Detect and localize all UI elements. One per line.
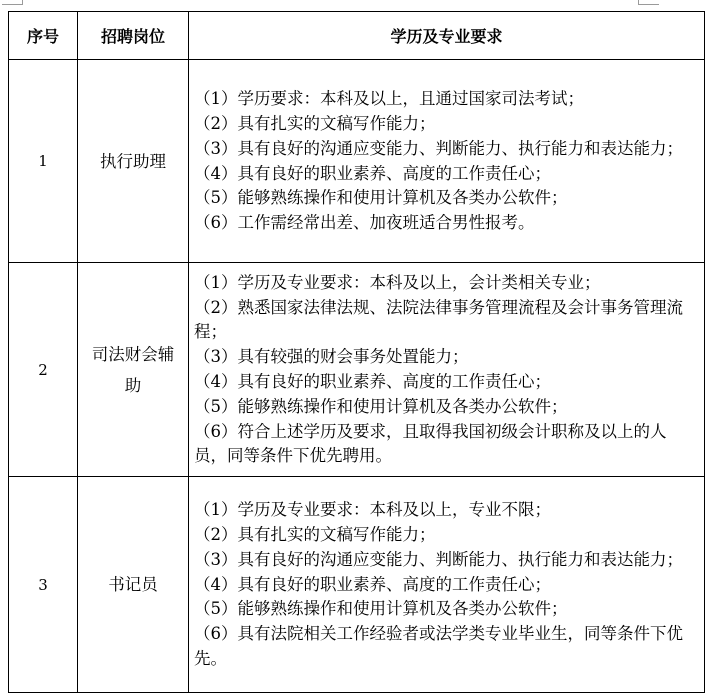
- requirement-item: （3）具有良好的沟通应变能力、判断能力、执行能力和表达能力；: [194, 138, 683, 158]
- row-index: 3: [9, 477, 78, 693]
- page-corner-mark-right: [638, 0, 659, 5]
- requirement-item: （6）具有法院相关工作经验者或法学类专业毕业生，同等条件下优先。: [194, 624, 683, 668]
- page-corner-mark-left: [2, 0, 23, 5]
- requirement-item: （4）具有良好的职业素养、高度的工作责任心；: [194, 574, 551, 594]
- requirement-item: （6）工作需经常出差、加夜班适合男性报考。: [194, 213, 535, 233]
- requirement-item: （4）具有良好的职业素养、高度的工作责任心；: [194, 372, 551, 391]
- requirement-item: （5）能够熟练操作和使用计算机及各类办公软件；: [194, 396, 568, 416]
- requirement-item: （1）学历要求：本科及以上，且通过国家司法考试；: [194, 89, 584, 109]
- requirement-item: （2）熟悉国家法律法规、法院法律事务管理流程及会计事务管理流程；: [194, 297, 683, 342]
- requirement-item: （4）具有良好的职业素养、高度的工作责任心；: [194, 163, 551, 183]
- requirement-item: （2）具有扎实的文稿写作能力；: [194, 113, 436, 133]
- table-header-row: [9, 12, 705, 60]
- row-position: 执行助理: [78, 60, 189, 263]
- table-row: [9, 477, 705, 693]
- table-row: [9, 60, 705, 263]
- row-requirements: [189, 60, 705, 263]
- row-requirements: [189, 477, 705, 693]
- requirement-item: （5）能够熟练操作和使用计算机及各类办公软件；: [194, 188, 568, 208]
- requirement-item: （1）学历及专业要求：本科及以上，会计类相关专业；: [194, 272, 601, 292]
- requirement-item: （5）能够熟练操作和使用计算机及各类办公软件；: [194, 599, 568, 619]
- requirement-item: （6）符合上述学历及要求，且取得我国初级会计职称及以上的人员，同等条件下优先聘用。: [194, 421, 667, 466]
- table-row: [9, 263, 705, 477]
- row-requirements: [189, 263, 705, 477]
- row-position: 司法财会辅助: [78, 263, 189, 477]
- requirement-item: （1）学历及专业要求：本科及以上，专业不限；: [194, 500, 551, 520]
- requirement-item: （3）具有良好的沟通应变能力、判断能力、执行能力和表达能力；: [194, 549, 683, 569]
- header-requirements: 学历及专业要求: [189, 12, 705, 60]
- requirement-item: （2）具有扎实的文稿写作能力；: [194, 525, 436, 544]
- header-index: 序号: [9, 12, 78, 60]
- header-position: 招聘岗位: [78, 12, 189, 60]
- row-index: 2: [9, 263, 78, 477]
- requirement-item: （3）具有较强的财会事务处置能力；: [194, 347, 469, 367]
- row-position: 书记员: [78, 477, 189, 693]
- row-index: 1: [9, 60, 78, 263]
- recruitment-table: [8, 11, 705, 693]
